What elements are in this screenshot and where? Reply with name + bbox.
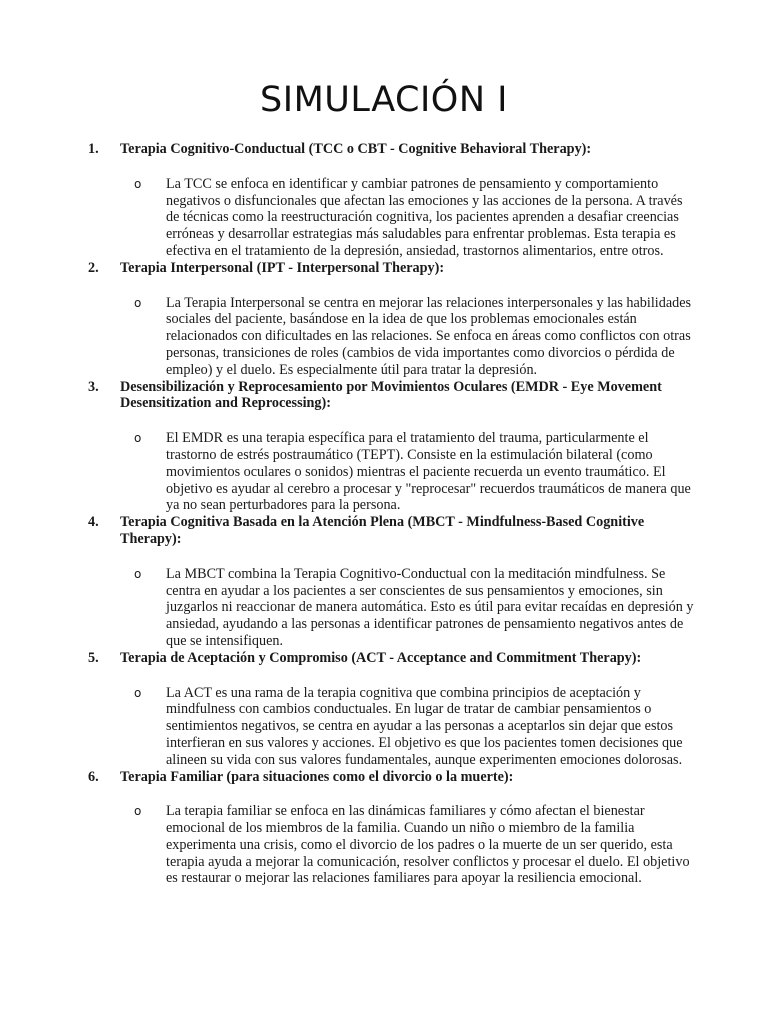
list-item [0,260,768,379]
item-number: 1. [88,141,99,157]
item-number: 4. [88,514,99,531]
item-number: 2. [88,259,99,276]
sub-item [0,566,768,650]
sub-item [0,685,768,769]
circle-bullet-icon: o [134,431,142,446]
sub-item [0,803,768,887]
item-paragraph: La TCC se enfoca en identificar y cambiar patrones de pensamiento y comportamiento negativos o disfuncionales que afectan las emociones y las acciones de la persona. A través de técnicas como la reestructuración cognitiva, los pacientes aprenden a desafiar creencias erróneas y desarrollar estrategias más saludables para enfrentar problemas. Esta terapia es efectiva en el tratamiento de la depresión, ansiedad, trastornos alimentarios, entre otros. [166,175,683,259]
sub-item [0,430,768,514]
item-paragraph: La MBCT combina la Terapia Cognitivo-Conductual con la meditación mindfulness. Se centra en ayudar a los pacientes a ser conscientes de sus pensamientos y emociones, sin juzgarlos ni reaccionar de manera automática. Esto es útil para evitar recaídas en depresión y ansiedad, ayudando a las personas a identificar patrones de pensamiento negativos antes de que se intensifiquen. [166,565,694,649]
list-item [0,769,768,888]
circle-bullet-icon: o [134,566,142,581]
list-item [0,514,768,650]
item-paragraph: El EMDR es una terapia específica para el tratamiento del trauma, particularmente el trastorno de estrés postraumático (TEPT). Consiste en la estimulación bilateral (como movimientos oculares o sonidos) mientras el paciente recuerda un evento traumático. El objetivo es ayudar al cerebro a procesar y "reprocesar" recuerdos traumáticos de manera que ya no sean perturbadores para la persona. [166,430,691,514]
item-heading: Terapia Cognitivo-Conductual (TCC o CBT - Cognitive Behavioral Therapy): [120,141,592,157]
sub-item [0,295,768,379]
item-heading: Terapia de Aceptación y Compromiso (ACT - Acceptance and Commitment Therapy): [120,649,642,666]
item-heading: Desensibilización y Reprocesamiento por Movimientos Oculares (EMDR - Eye Movement Desensitization and Reprocessing): [120,378,662,412]
item-heading: Terapia Familiar (para situaciones como el divorcio o la muerte): [120,768,514,785]
item-heading: Terapia Interpersonal (IPT - Interpersonal Therapy): [120,259,445,276]
item-number: 6. [88,768,99,785]
item-paragraph: La ACT es una rama de la terapia cognitiva que combina principios de aceptación y mindfulness con cambios conductuales. En lugar de tratar de cambiar pensamientos o sentimientos negativos, se centra en ayudar a las personas a aceptarlos sin dejar que estos interfieran en sus valores y acciones. El objetivo es que los pacientes tomen decisiones que alineen su vida con sus valores fundamentales, aunque experimenten emociones dolorosas. [166,684,683,768]
circle-bullet-icon: o [134,685,142,700]
circle-bullet-icon: o [134,804,142,819]
item-number: 3. [88,378,99,395]
list-item [0,379,768,515]
therapy-list [0,141,768,887]
sub-item [0,176,768,260]
circle-bullet-icon: o [134,295,142,310]
circle-bullet-icon: o [134,176,142,191]
item-paragraph: La terapia familiar se enfoca en las dinámicas familiares y cómo afectan el bienestar emocional de los miembros de la familia. Cuando un niño o miembro de la familia experimenta una crisis, como el divorcio de los padres o la muerte de un ser querido, esta terapia ayuda a mejorar la comunicación, resolver conflictos y procesar el duelo. El objetivo es restaurar o mejorar las relaciones familiares para apoyar la resiliencia emocional. [166,803,690,887]
list-item [0,650,768,769]
list-item [0,141,768,260]
item-paragraph: La Terapia Interpersonal se centra en mejorar las relaciones interpersonales y las habilidades sociales del paciente, basándose en la idea de que los problemas emocionales están relacionados con dificultades en las relaciones. Se enfoca en áreas como conflictos con otras personas, transiciones de roles (cambios de vida importantes como divorcios o pérdida de empleo) y el duelo. Es especialmente útil para tratar la depresión. [166,294,692,378]
item-number: 5. [88,649,99,666]
page-title: SIMULACIÓN I [260,80,508,120]
item-heading: Terapia Cognitiva Basada en la Atención Plena (MBCT - Mindfulness-Based Cognitive Therapy): [120,514,645,547]
